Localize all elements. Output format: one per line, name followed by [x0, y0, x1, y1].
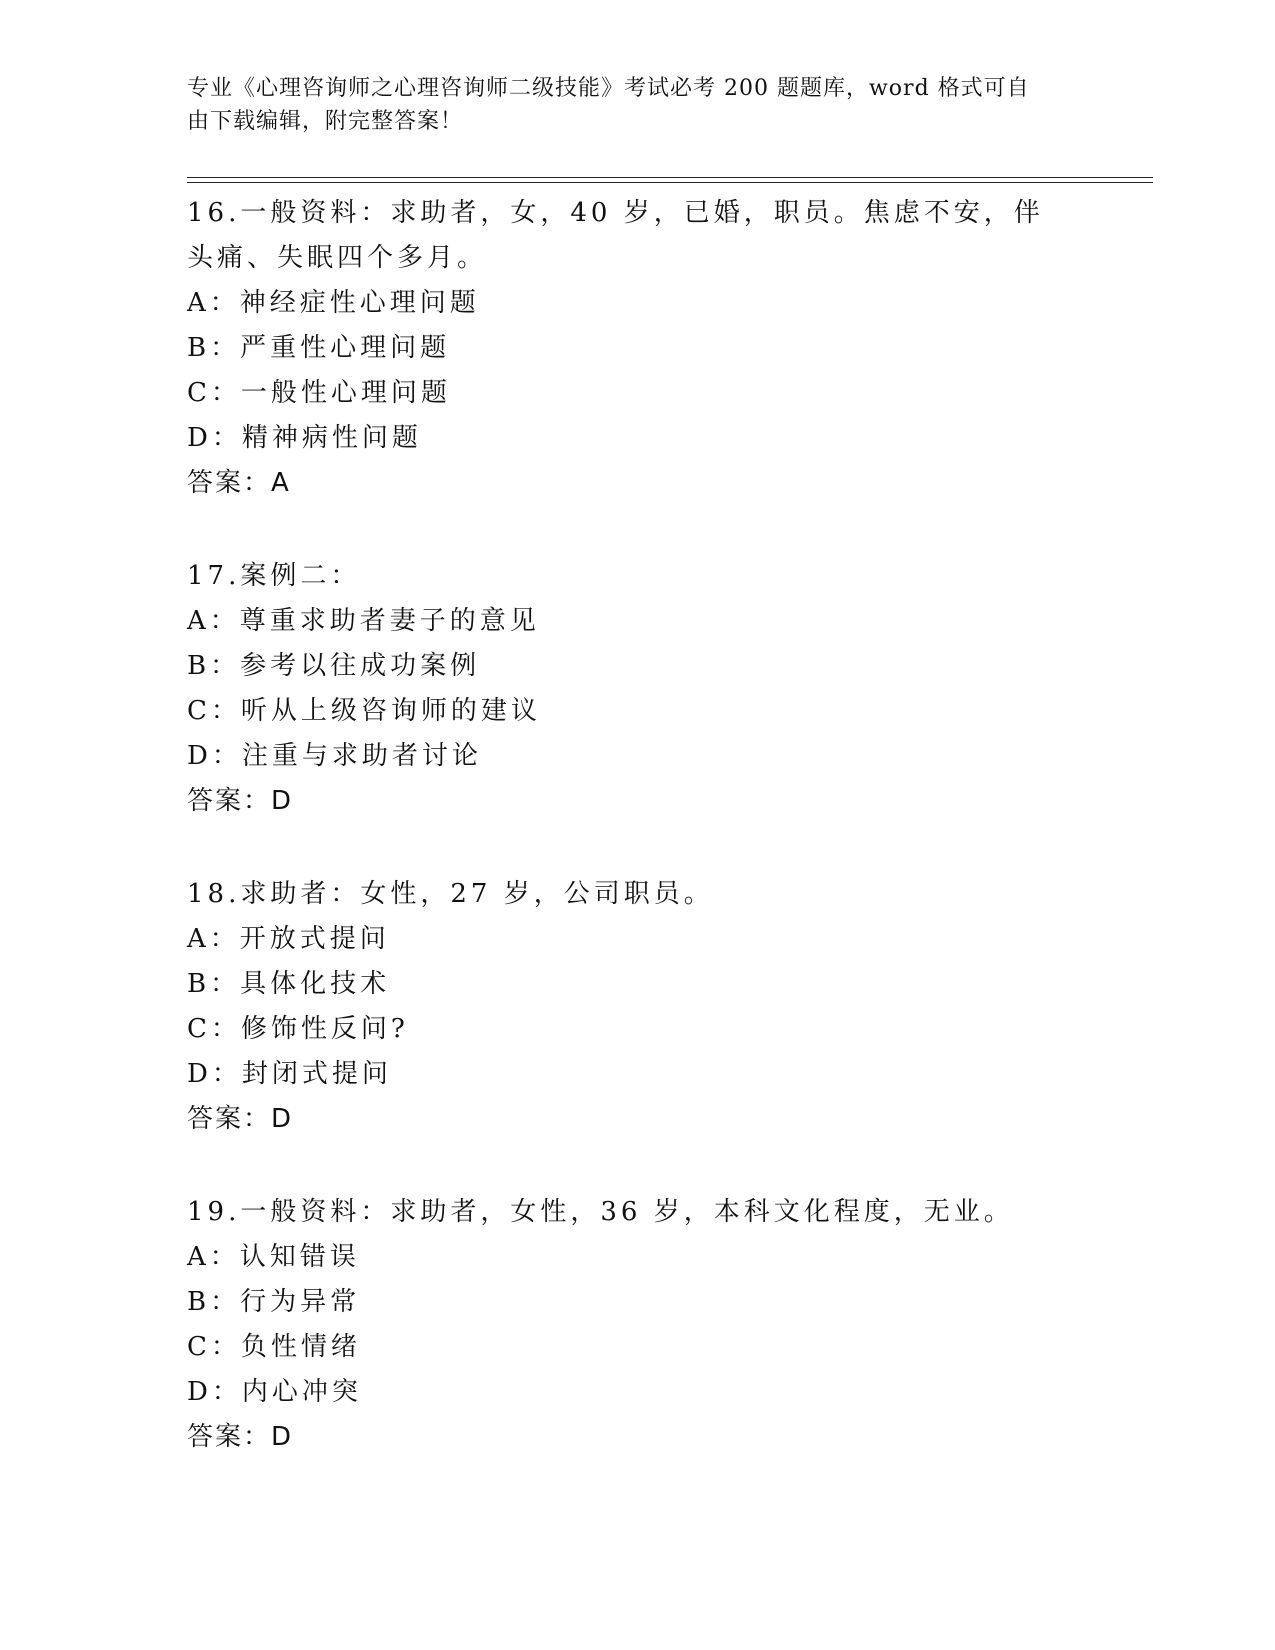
option-c: C：修饰性反问?: [187, 1014, 409, 1044]
header-line-2: 由下载编辑，附完整答案！: [187, 109, 464, 134]
question-stem: 19.一般资料：求助者，女性，36 岁，本科文化程度，无业。: [187, 1197, 1014, 1227]
question-18: [187, 872, 1087, 1142]
header-divider-top: [187, 177, 1153, 178]
option-c: C：一般性心理问题: [187, 378, 451, 408]
question-stem: 18.求助者：女性，27 岁，公司职员。: [187, 879, 714, 909]
option-b: B：具体化技术: [187, 969, 391, 999]
option-d: D：精神病性问题: [187, 423, 422, 453]
option-d: D：注重与求助者讨论: [187, 741, 482, 771]
document-header: [187, 72, 1067, 138]
header-divider-bottom: [187, 182, 1153, 183]
option-c: C：听从上级咨询师的建议: [187, 696, 541, 726]
option-d: D：封闭式提问: [187, 1059, 392, 1089]
question-16: [187, 191, 1087, 506]
option-b: B：严重性心理问题: [187, 333, 451, 363]
option-a: A：认知错误: [187, 1242, 360, 1272]
answer-label: 答案：D: [187, 1104, 294, 1134]
question-stem: 17.案例二：: [187, 561, 361, 591]
option-b: B：行为异常: [187, 1287, 361, 1317]
answer-label: 答案：A: [187, 468, 291, 498]
question-19: [187, 1190, 1087, 1460]
option-d: D：内心冲突: [187, 1377, 362, 1407]
option-c: C：负性情绪: [187, 1332, 361, 1362]
option-a: A：开放式提问: [187, 924, 390, 954]
question-17: [187, 554, 1087, 824]
question-stem: 16.一般资料：求助者，女，40 岁，已婚，职员。焦虑不安，伴头痛、失眠四个多月。: [187, 198, 1044, 273]
option-a: A：神经症性心理问题: [187, 288, 480, 318]
answer-label: 答案：D: [187, 786, 294, 816]
option-b: B：参考以往成功案例: [187, 651, 481, 681]
option-a: A：尊重求助者妻子的意见: [187, 606, 540, 636]
answer-label: 答案：D: [187, 1422, 294, 1452]
header-line-1: 专业《心理咨询师之心理咨询师二级技能》考试必考 200 题题库，word 格式可自: [187, 76, 1030, 101]
